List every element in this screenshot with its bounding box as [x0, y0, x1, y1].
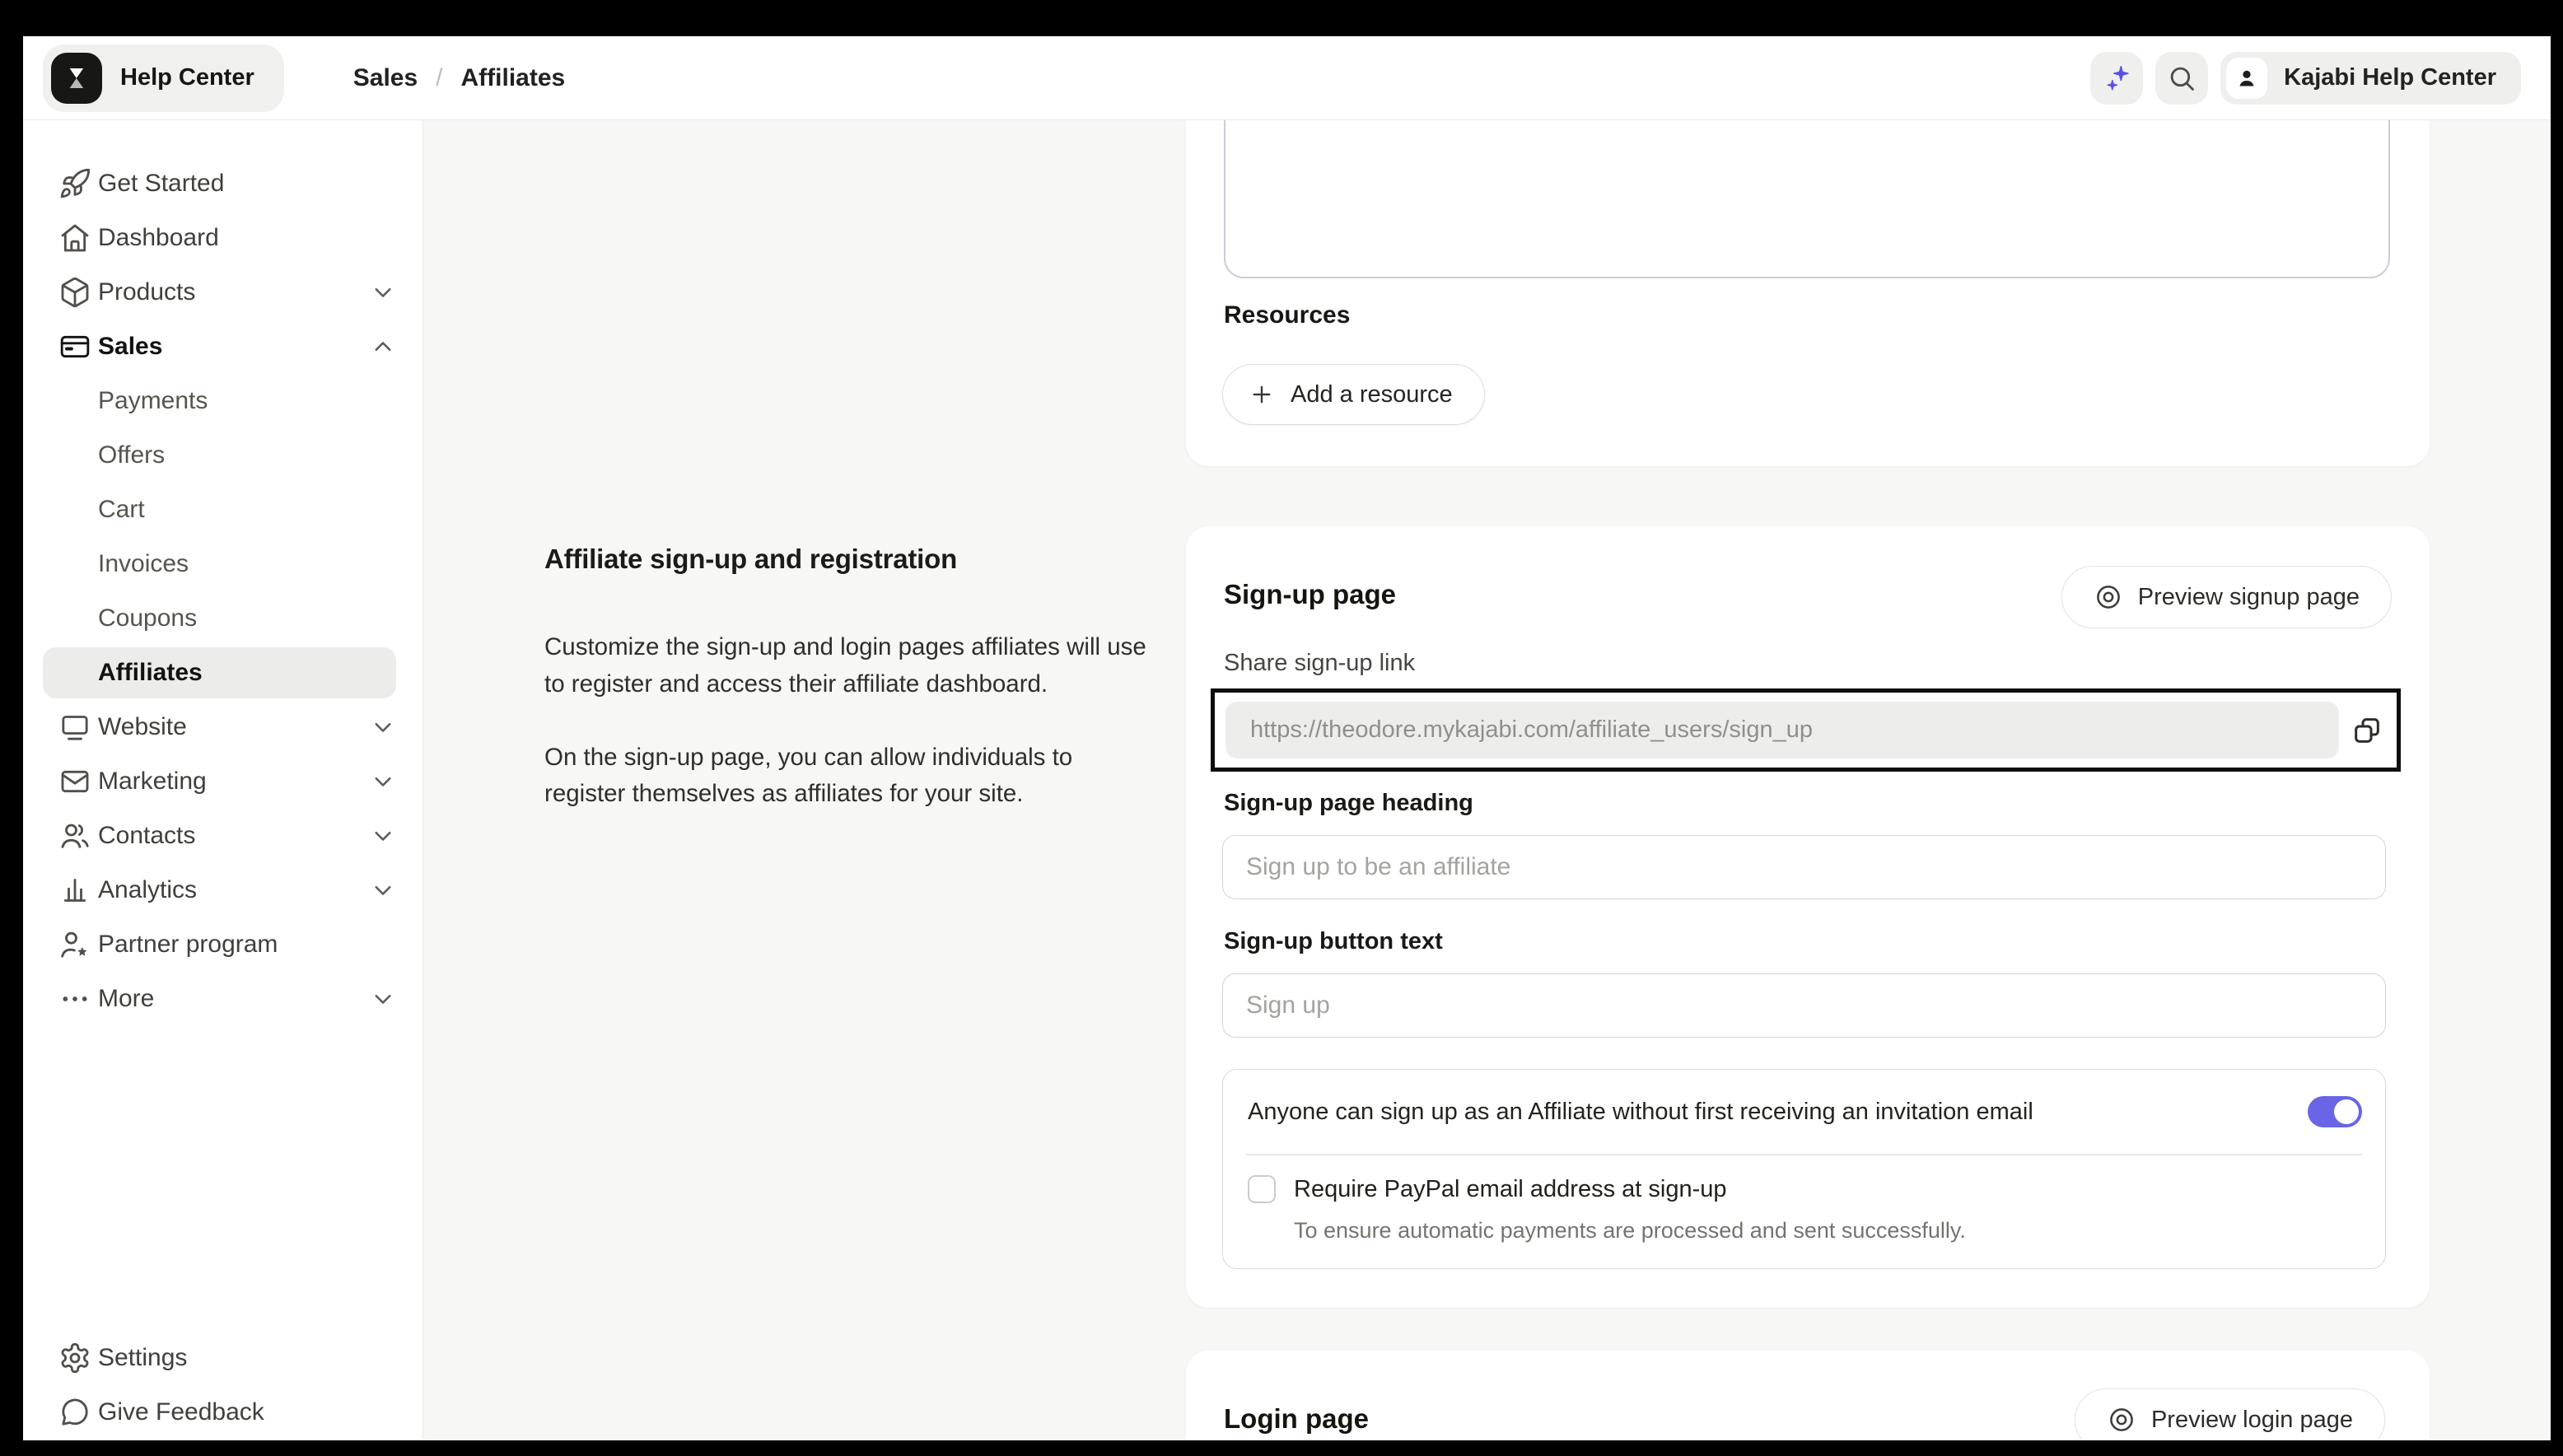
sidebar-item-label: Marketing [98, 768, 207, 795]
monitor-icon [58, 711, 91, 744]
sparkles-icon [2100, 62, 2133, 95]
sidebar-item-label: Website [98, 713, 187, 740]
preview-login-page-button[interactable] [2075, 1388, 2385, 1440]
chevron-down-icon [368, 712, 398, 742]
preview-login-label: Preview login page [2150, 1406, 2353, 1433]
chevron-down-icon [368, 767, 398, 796]
open-signup-label: Anyone can sign up as an Affiliate without first receiving an invitation email [1248, 1098, 2033, 1125]
home-icon [58, 222, 91, 254]
require-paypal-label: Require PayPal email address at sign-up [1294, 1175, 1727, 1202]
ai-assistant-button[interactable] [2090, 52, 2143, 105]
annotation-highlight-box [1211, 688, 2401, 772]
description-textarea[interactable] [1224, 120, 2390, 278]
kajabi-logo-icon [51, 53, 102, 104]
sidebar-item-more[interactable] [23, 972, 422, 1026]
sidebar-item-coupons[interactable] [23, 591, 422, 646]
sidebar-item-settings[interactable] [23, 1331, 422, 1385]
search-icon [2166, 63, 2197, 94]
section-heading: Affiliate sign-up and registration [544, 544, 958, 574]
person-icon [2234, 66, 2259, 91]
open-signup-row [1248, 1070, 2362, 1154]
brand-home-link[interactable] [43, 44, 284, 112]
toggle-knob [2334, 1099, 2359, 1124]
mail-icon [58, 765, 91, 798]
open-signup-toggle[interactable] [2308, 1096, 2362, 1127]
feedback-icon [58, 1396, 91, 1429]
sidebar-item-affiliates[interactable] [43, 647, 396, 698]
sidebar-item-label: Payments [98, 387, 208, 414]
eye-icon [2094, 582, 2123, 612]
users-icon [58, 819, 91, 852]
breadcrumb-current: Affiliates [460, 63, 566, 91]
chevron-down-icon [368, 278, 398, 307]
plus-icon [1248, 380, 1276, 408]
add-resource-label: Add a resource [1291, 380, 1453, 408]
main-content [423, 120, 2551, 1440]
signup-button-text-input[interactable] [1222, 973, 2386, 1038]
require-paypal-hint: To ensure automatic payments are processed and sent successfully. [1294, 1218, 1966, 1243]
sidebar-item-give-feedback[interactable] [23, 1385, 422, 1440]
avatar [2226, 58, 2267, 99]
sidebar-item-label: Get Started [98, 170, 225, 197]
section-paragraph-1: Customize the sign-up and login pages affiliates will use to register and access their affiliate dashboard. [544, 633, 1146, 698]
sidebar-item-dashboard[interactable] [23, 211, 422, 265]
sidebar-item-label: Coupons [98, 604, 198, 632]
sidebar-item-label: Contacts [98, 822, 196, 849]
chevron-down-icon [368, 875, 398, 905]
gear-icon [58, 1342, 91, 1374]
require-paypal-row [1248, 1175, 1727, 1203]
account-menu-button[interactable] [2220, 52, 2521, 105]
breadcrumb-separator: / [436, 63, 443, 91]
sidebar-item-label: Cart [98, 496, 145, 523]
sidebar-item-label: Dashboard [98, 224, 219, 251]
breadcrumb-parent[interactable]: Sales [352, 63, 418, 91]
add-resource-button[interactable] [1222, 364, 1485, 425]
sidebar-item-label: More [98, 985, 155, 1012]
chevron-up-icon [368, 332, 398, 362]
sidebar [23, 120, 423, 1440]
options-divider [1246, 1154, 2362, 1155]
require-paypal-checkbox[interactable] [1248, 1175, 1276, 1203]
sidebar-item-invoices[interactable] [23, 537, 422, 591]
sidebar-item-payments[interactable] [23, 374, 422, 428]
search-button[interactable] [2155, 52, 2208, 105]
share-signup-link-label: Share sign-up link [1224, 650, 1416, 676]
signup-page-card [1186, 526, 2430, 1308]
signup-options-box [1222, 1069, 2386, 1269]
sidebar-item-products[interactable] [23, 265, 422, 320]
login-page-card [1186, 1351, 2430, 1440]
package-icon [58, 276, 91, 309]
sidebar-nav [23, 156, 422, 1026]
sidebar-item-marketing[interactable] [23, 754, 422, 809]
copy-icon [2351, 714, 2383, 747]
sidebar-item-partner-program[interactable] [23, 917, 422, 972]
sidebar-item-label: Sales [98, 333, 163, 360]
eye-icon [2107, 1405, 2136, 1435]
login-card-title: Login page [1224, 1403, 1369, 1434]
sidebar-footer-nav [23, 1331, 422, 1440]
signup-card-title: Sign-up page [1224, 579, 1396, 609]
sidebar-item-label: Give Feedback [98, 1398, 264, 1426]
chevron-down-icon [368, 821, 398, 851]
sidebar-item-label: Offers [98, 441, 166, 469]
preview-signup-label: Preview signup page [2137, 583, 2360, 610]
sidebar-item-label: Affiliates [98, 659, 203, 686]
header-actions [2090, 52, 2521, 105]
sidebar-item-label: Analytics [98, 876, 198, 903]
account-label: Kajabi Help Center [2284, 64, 2496, 91]
rocket-icon [58, 167, 91, 200]
sidebar-item-cart[interactable] [23, 483, 422, 537]
user-star-icon [58, 928, 91, 961]
top-header [23, 36, 2551, 120]
chevron-down-icon [368, 984, 398, 1014]
copy-link-button[interactable] [2347, 711, 2387, 750]
sidebar-item-label: Products [98, 278, 196, 306]
sidebar-item-get-started[interactable] [23, 156, 422, 211]
page [23, 36, 2551, 1440]
sidebar-item-analytics[interactable] [23, 863, 422, 917]
preview-signup-page-button[interactable] [2061, 566, 2392, 628]
resources-card [1186, 120, 2430, 466]
brand-label: Help Center [120, 64, 254, 91]
breadcrumb [353, 64, 565, 92]
signup-button-text-label: Sign-up button text [1224, 928, 1443, 954]
sidebar-item-website[interactable] [23, 700, 422, 754]
sidebar-item-label: Invoices [98, 550, 189, 577]
section-intro [544, 544, 1151, 849]
ellipsis-icon [58, 982, 91, 1015]
sidebar-item-label: Partner program [98, 931, 278, 958]
signup-heading-label: Sign-up page heading [1224, 790, 1473, 816]
section-paragraph-2: On the sign-up page, you can allow individuals to register themselves as affiliates for your site. [544, 743, 1073, 808]
resources-label: Resources [1224, 301, 1351, 329]
sidebar-item-sales[interactable] [23, 320, 422, 374]
sidebar-item-contacts[interactable] [23, 809, 422, 863]
credit-card-icon [58, 330, 91, 363]
share-signup-link-input[interactable] [1225, 702, 2339, 758]
signup-heading-input[interactable] [1222, 835, 2386, 899]
sidebar-spacer [23, 1026, 422, 1331]
bar-chart-icon [58, 874, 91, 907]
sidebar-item-label: Settings [98, 1344, 188, 1371]
sidebar-item-offers[interactable] [23, 428, 422, 483]
